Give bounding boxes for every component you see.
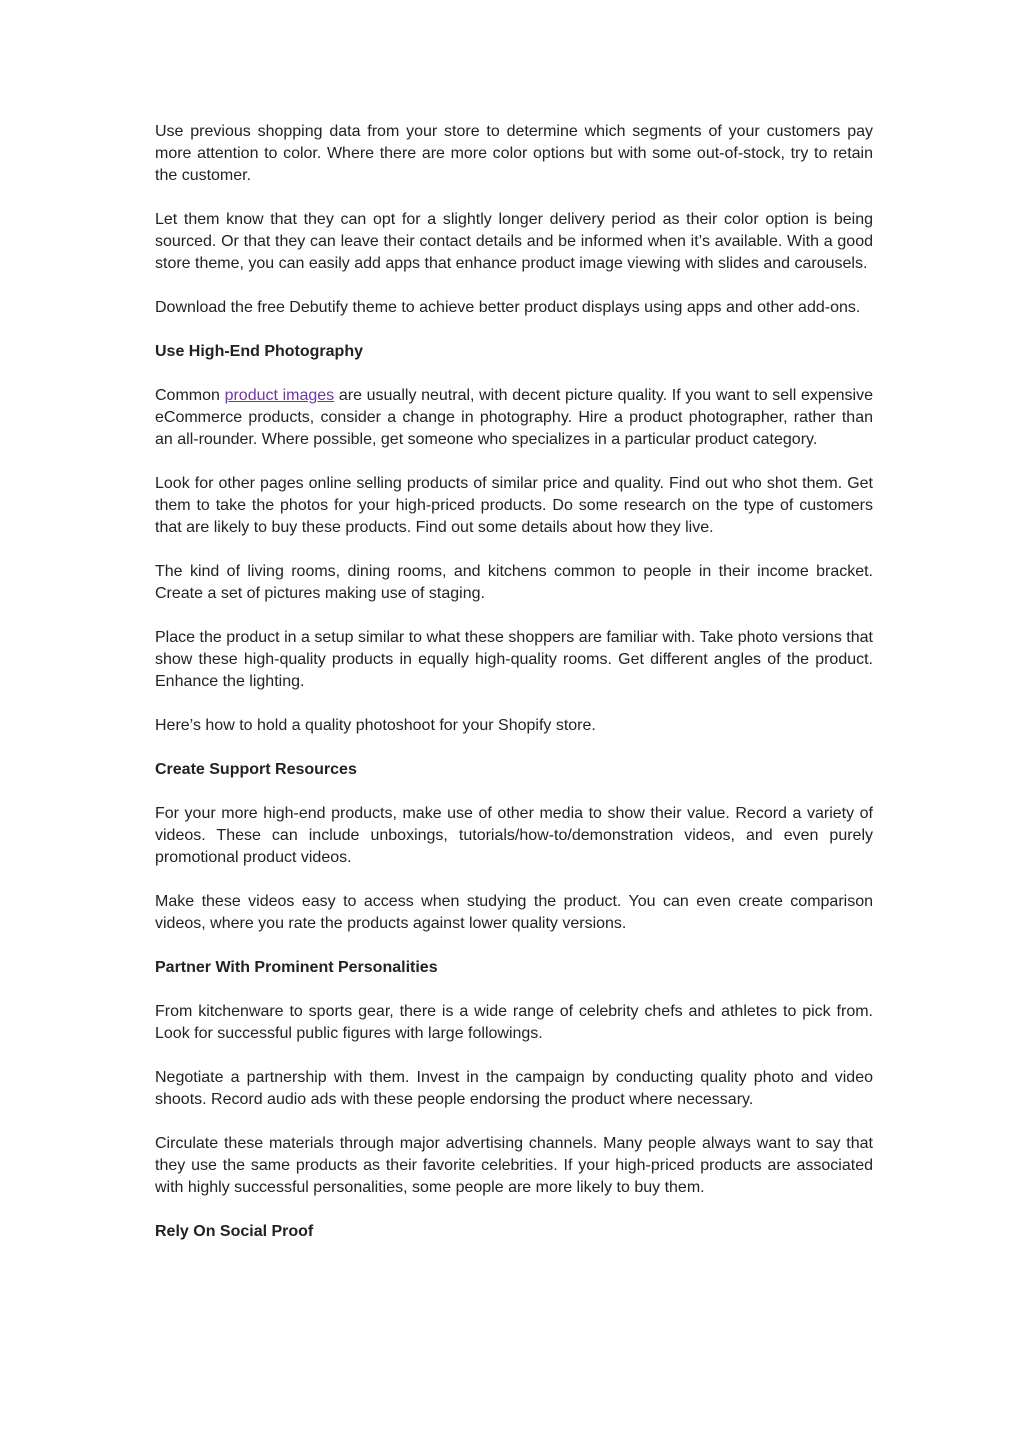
- heading-rely-on-social-proof: Rely On Social Proof: [155, 1223, 314, 1240]
- paragraph-text-after-link: are usually neutral, with decent picture quality. If you want to sell expensive eCommerce products, consider a change in photography. Hire a product photographer, rather than an all-rounder. Where possible, get someone who specializes in a particular product category.: [155, 387, 873, 448]
- paragraph-common-product-images: [155, 385, 873, 451]
- paragraph-delivery-period: Let them know that they can opt for a slightly longer delivery period as their color option is being sourced. Or that they can leave their contact details and be informed when it’s available. With a good store theme, you can easily add apps that enhance product image viewing with slides and carousels.: [155, 211, 873, 272]
- paragraph-product-setup: Place the product in a setup similar to what these shoppers are familiar with. Take photo versions that show these high-quality products in equally high-quality rooms. Get different angles of the product. Enhance the lighting.: [155, 629, 873, 690]
- paragraph-living-rooms: The kind of living rooms, dining rooms, and kitchens common to people in their income bracket. Create a set of pictures making use of staging.: [155, 563, 873, 602]
- paragraph-quality-photoshoot: Here’s how to hold a quality photoshoot for your Shopify store.: [155, 717, 596, 734]
- paragraph-circulate-materials: Circulate these materials through major advertising channels. Many people always want to say that they use the same products as their favorite celebrities. If your high-priced products are associated with highly successful personalities, some people are more likely to buy them.: [155, 1135, 873, 1196]
- paragraph-debutify-theme: Download the free Debutify theme to achieve better product displays using apps and other add-ons.: [155, 299, 861, 316]
- document-body: [155, 121, 873, 1243]
- paragraph-videos-easy-access: Make these videos easy to access when studying the product. You can even create comparison videos, where you rate the products against lower quality versions.: [155, 893, 873, 932]
- heading-use-high-end-photography: Use High-End Photography: [155, 343, 363, 360]
- product-images-link[interactable]: product images: [224, 387, 335, 404]
- paragraph-shopping-data: Use previous shopping data from your store to determine which segments of your customers pay more attention to color. Where there are more color options but with some out-of-stock, try to retain the customer.: [155, 123, 873, 184]
- paragraph-other-media-videos: For your more high-end products, make use of other media to show their value. Record a variety of videos. These can include unboxings, tutorials/how-to/demonstration videos, and even purely promotional product videos.: [155, 805, 873, 866]
- paragraph-negotiate-partnership: Negotiate a partnership with them. Invest in the campaign by conducting quality photo and video shoots. Record audio ads with these people endorsing the product where necessary.: [155, 1069, 873, 1108]
- paragraph-other-pages-online: Look for other pages online selling products of similar price and quality. Find out who shot them. Get them to take the photos for your high-priced products. Do some research on the type of customers that are likely to buy these products. Find out some details about how they live.: [155, 475, 873, 536]
- heading-partner-prominent-personalities: Partner With Prominent Personalities: [155, 959, 438, 976]
- paragraph-celebrity-chefs: From kitchenware to sports gear, there is a wide range of celebrity chefs and athletes to pick from. Look for successful public figures with large followings.: [155, 1003, 873, 1042]
- paragraph-text-before-link: Common: [155, 387, 225, 404]
- heading-create-support-resources: Create Support Resources: [155, 761, 357, 778]
